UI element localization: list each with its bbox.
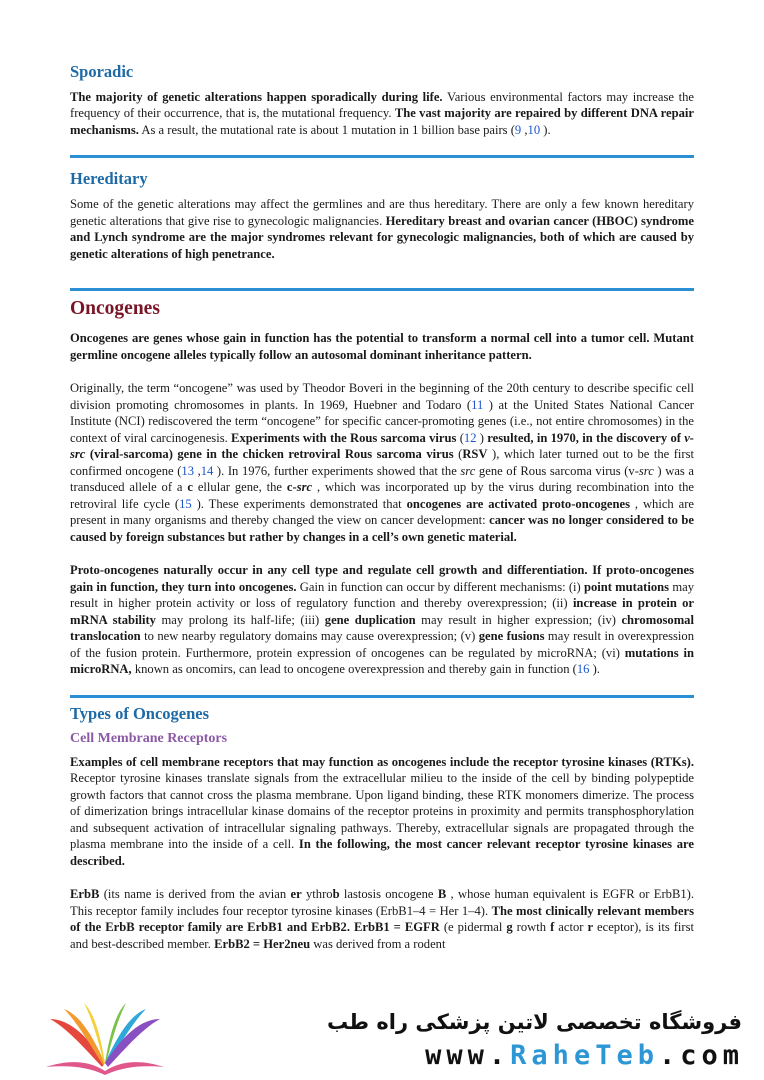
citation-link[interactable]: 12 <box>463 430 477 445</box>
section-divider <box>70 155 694 158</box>
paragraph: Examples of cell membrane receptors that may function as oncogenes include the receptor tyrosine kinases (RTKs). Receptor tyrosine kinases translate signals from the extracellular milieu to the inside of the cell by binding polypeptide growth factors that cannot cross the plasma membrane. Upon ligand binding, these RTK monomers dimerize. The process of dimerization brings intracellular kinase domains of the receptor proteins in proximity and permits transphosphorylation and subsequent activation of intracellular signaling pathways. Thereby, extracellular signals are propagated through the plasma membrane into the inside of a cell. In the following, the most cancer relevant receptor tyrosine kinases are described. <box>70 754 694 868</box>
section-divider <box>70 695 694 698</box>
book-logo-icon <box>40 997 170 1077</box>
store-name: فروشگاه تخصصی لاتین پزشکی راه طب <box>327 1010 742 1034</box>
footer-banner <box>0 992 764 1080</box>
subheading-cell-membrane-receptors: Cell Membrane Receptors <box>70 730 228 746</box>
citation-link[interactable]: 15 <box>179 496 192 511</box>
heading-types-of-oncogenes: Types of Oncogenes <box>70 703 210 723</box>
paragraph: Oncogenes are genes whose gain in function has the potential to transform a normal cell into a tumor cell. Mutant germline oncogene alleles typically follow an autosomal dominant inheritance pattern. <box>70 331 694 362</box>
citation-link[interactable]: 9 <box>514 122 522 137</box>
paragraph: The majority of genetic alterations happen sporadically during life. Various environmental factors may increase the frequency of their occurrence, that is, the mutational frequency. The vast majority are repaired by different DNA repair mechanisms. As a result, the mutational rate is about 1 mutation in 1 billion base pairs (9 ,10 ). <box>70 89 695 137</box>
paragraph: Some of the genetic alterations may affect the germlines and are thus hereditary. There are only a few known hereditary genetic alterations that give rise to gynecologic malignancies. Hereditary breast and ovarian cancer (HBOC) syndrome and Lynch syndrome are the major syndromes relevant for gynecologic malignancies, both of which are caused by genetic alterations of high penetrance. <box>70 197 694 261</box>
website-url[interactable]: www.RaheTeb.com <box>425 1040 744 1071</box>
heading-sporadic: Sporadic <box>70 62 134 81</box>
citation-link[interactable]: 14 <box>200 463 214 478</box>
section-hereditary <box>70 169 694 262</box>
section-oncogenes <box>70 297 694 678</box>
section-divider <box>70 288 694 291</box>
citation-link[interactable]: 10 <box>527 122 541 137</box>
paragraph: ErbB (its name is derived from the avian er ythrob lastosis oncogene B , whose human equivalent is EGFR or ErbB1). This receptor family includes four receptor tyrosine kinases (ErbB1–4 = Her 1–4). The most clinically relevant members of the ErbB receptor family are ErbB1 and ErbB2. ErbB1 = EGFR (e pidermal g rowth f actor r eceptor), is its first and best-described member. ErbB2 = Her2neu was derived from a rodent <box>70 887 695 951</box>
heading-oncogenes: Oncogenes <box>70 298 160 320</box>
citation-link[interactable]: 11 <box>471 397 484 412</box>
section-sporadic <box>70 62 694 138</box>
paragraph: Originally, the term “oncogene” was used by Theodor Boveri in the beginning of the 20th century to describe specific cell division promoting chromosomes in plants. In 1969, Huebner and Todaro (11 ) at the United States National Cancer Institute (NCI) rediscovered the term “oncogene” for specific cancer-promoting genes (i.e., not entire chromosomes) in the context of viral carcinogenesis. Experiments with the Rous sarcoma virus (12 ) resulted, in 1970, in the discovery of v-src (viral-sarcoma) gene in the chicken retroviral Rous sarcoma virus (RSV ), which later turned out to be the first confirmed oncogene (13 ,14 ). In 1976, further experiments showed that the src gene of Rous sarcoma virus (v-src ) was a transduced allele of a c ellular gene, the c-src , which was incorporated up by the virus during recombination into the retroviral life cycle (15 ). These experiments demonstrated that oncogenes are activated proto-oncogenes , which are present in many organisms and thereby changed the view on cancer development: cancer was no longer considered to be caused by foreign substances but rather by changes in a cell’s own genetic material. <box>70 381 695 544</box>
heading-hereditary: Hereditary <box>70 169 148 189</box>
paragraph: Proto-oncogenes naturally occur in any cell type and regulate cell growth and differentiation. If proto-oncogenes gain in function, they turn into oncogenes. Gain in function can occur by different mechanisms: (i) point mutations may result in higher protein activity or loss of regulatory function and thereby overexpression; (ii) increase in protein or mRNA stability may prolong its half-life; (iii) gene duplication may result in higher expression; (iv) chromosomal translocation to new nearby regulatory domains may cause overexpression; (v) gene fusions may result in overexpression of the fusion protein. Furthermore, protein expression of oncogenes can be regulated by microRNA; (vi) mutations in microRNA, known as oncomirs, can lead to oncogene overexpression and thereby gain in function (16 ). <box>70 563 695 677</box>
section-types-of-oncogenes <box>70 704 694 952</box>
citation-link[interactable]: 16 <box>576 662 590 677</box>
document-page <box>70 62 694 952</box>
citation-link[interactable]: 13 <box>181 463 194 478</box>
